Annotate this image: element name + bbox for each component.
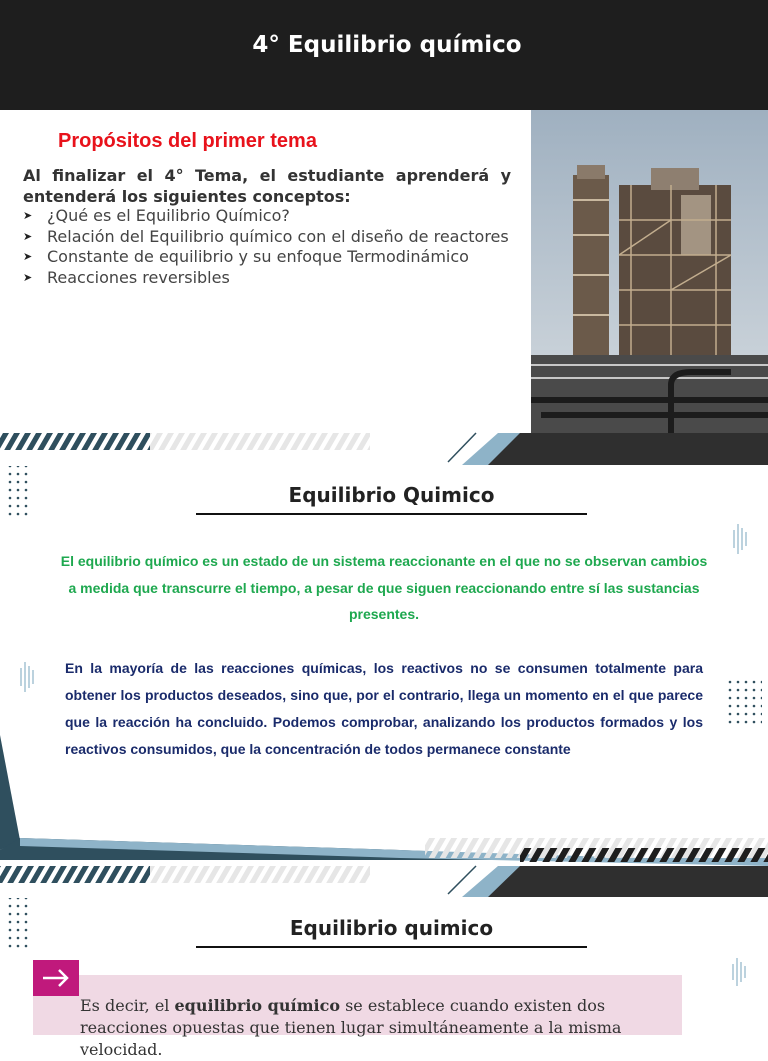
section-underline-2 xyxy=(196,946,587,948)
definition-paragraph: El equilibrio químico es un estado de un sistema reaccionante en el que no se observan cambios a medida que transcurre el tiempo, a pesar de que siguen reaccionando entre sí las sustancias presentes. xyxy=(60,553,708,622)
purpose-intro: Al finalizar el 4° Tema, el estudiante aprenderá y entenderá los siguientes conceptos: xyxy=(23,166,511,206)
divider-band-top xyxy=(0,433,768,465)
purpose-bullet-list xyxy=(23,206,511,288)
section-underline-1 xyxy=(196,513,587,515)
refinery-photo xyxy=(531,110,768,433)
body-paragraph: En la mayoría de las reacciones químicas, los reactivos no se consumen totalmente para obtener los productos deseados, sino que, por el contrario, llega un momento en el que parece que la reacción ha concluido. Podemos comprobar, analizando los productos formados y los reactivos consumidos, que la concentración de todos permanece constante xyxy=(65,660,703,757)
page-title: 4° Equilibrio químico xyxy=(252,32,522,58)
conclusion-paragraph: Es decir, el equilibrio químico se establece cuando existen dos reacciones opuestas que tienen lugar simultáneamente a la misma velocidad. xyxy=(80,996,622,1059)
bar-glyph-left xyxy=(21,662,33,692)
section-title-2: Equilibrio quimico xyxy=(289,916,494,940)
list-item: ➤ Constante de equilibrio y su enfoque Termodinámico xyxy=(23,247,469,266)
arrowhead-bullet-icon: ➤ xyxy=(23,270,33,284)
arrowhead-bullet-icon: ➤ xyxy=(23,229,33,243)
bar-glyph-right-1 xyxy=(734,524,746,554)
arrowhead-bullet-icon: ➤ xyxy=(23,209,33,222)
arrow-right-icon xyxy=(33,960,79,996)
list-item: ➤ ¿Qué es el Equilibrio Químico? xyxy=(23,206,290,225)
divider-band-bottom xyxy=(0,866,768,897)
dot-grid-left-bottom xyxy=(4,898,30,952)
section-title-1: Equilibrio Quimico xyxy=(288,483,495,507)
list-item: ➤ Relación del Equilibrio químico con el diseño de reactores xyxy=(23,226,509,246)
dot-grid-left-top xyxy=(4,466,30,520)
list-item: ➤ Reacciones reversibles xyxy=(23,267,230,287)
dot-grid-right xyxy=(728,676,762,728)
arrowhead-bullet-icon: ➤ xyxy=(23,250,33,263)
slide-header xyxy=(0,0,768,110)
purpose-heading: Propósitos del primer tema xyxy=(58,130,317,152)
bar-glyph-right-2 xyxy=(733,958,745,986)
